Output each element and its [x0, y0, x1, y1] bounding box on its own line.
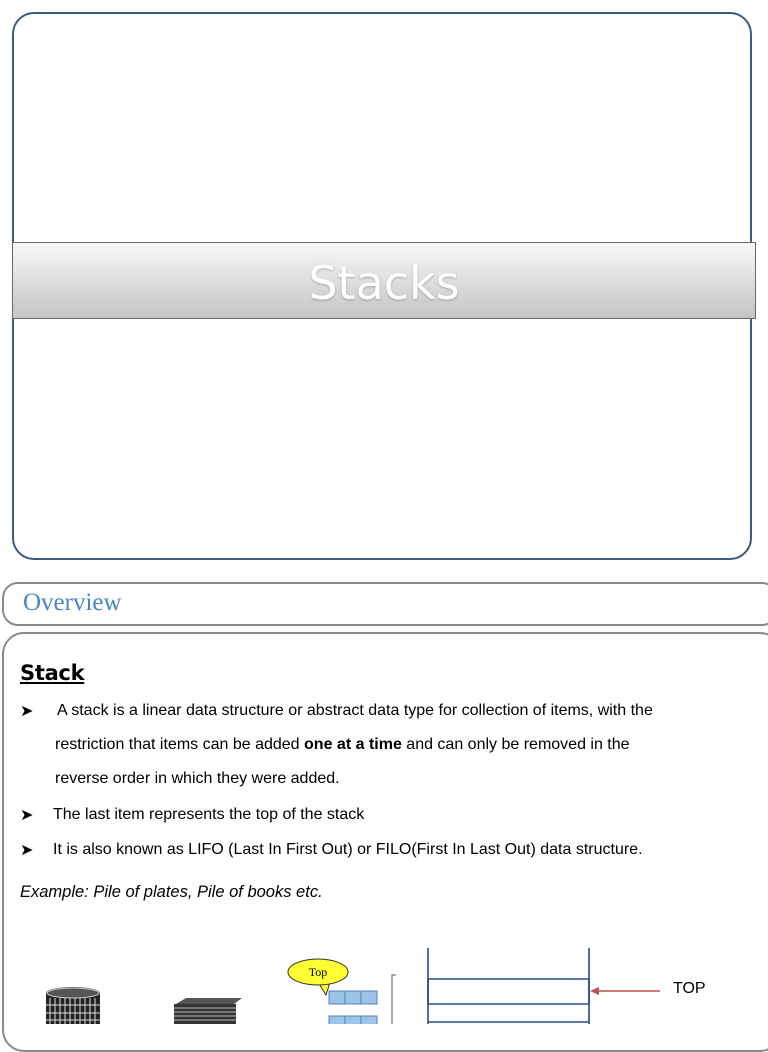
- section-heading: Stack: [20, 661, 85, 685]
- bullet-1-line-2-start: restriction that items can be added: [55, 736, 305, 753]
- book-pile-image: [174, 998, 242, 1024]
- bullet-1-line-2-end: and can only be removed in the: [401, 736, 630, 753]
- arrowhead-bullet-icon: ➤: [20, 805, 34, 824]
- bullet-1-line-3: reverse order in which they were added.: [55, 770, 340, 787]
- top-pointer-arrow: [590, 987, 660, 995]
- bullet-2-text: The last item represents the top of the stack: [53, 806, 365, 823]
- bullet-1-emphasis: one at a time: [304, 736, 402, 753]
- slide-title: Stacks: [308, 256, 460, 310]
- bullet-1-line-1: A stack is a linear data structure or abstract data type for collection of items, with the: [57, 702, 653, 719]
- top-callout: [288, 959, 348, 995]
- bullet-3-text: It is also known as LIFO (Last In First Out) or FILO(First In Last Out) data structure.: [53, 841, 643, 858]
- small-stack-cells: [329, 975, 396, 1024]
- example-text: Example: Pile of plates, Pile of books etc.: [20, 883, 323, 901]
- overview-label: Overview: [23, 589, 122, 616]
- top-callout-label: Top: [308, 965, 328, 979]
- top-pointer-label: TOP: [673, 980, 706, 997]
- coin-pile-image: [46, 987, 100, 1024]
- arrowhead-bullet-icon: ➤: [20, 701, 34, 720]
- stack-container-diagram: [428, 948, 589, 1024]
- arrowhead-bullet-icon: ➤: [20, 840, 34, 859]
